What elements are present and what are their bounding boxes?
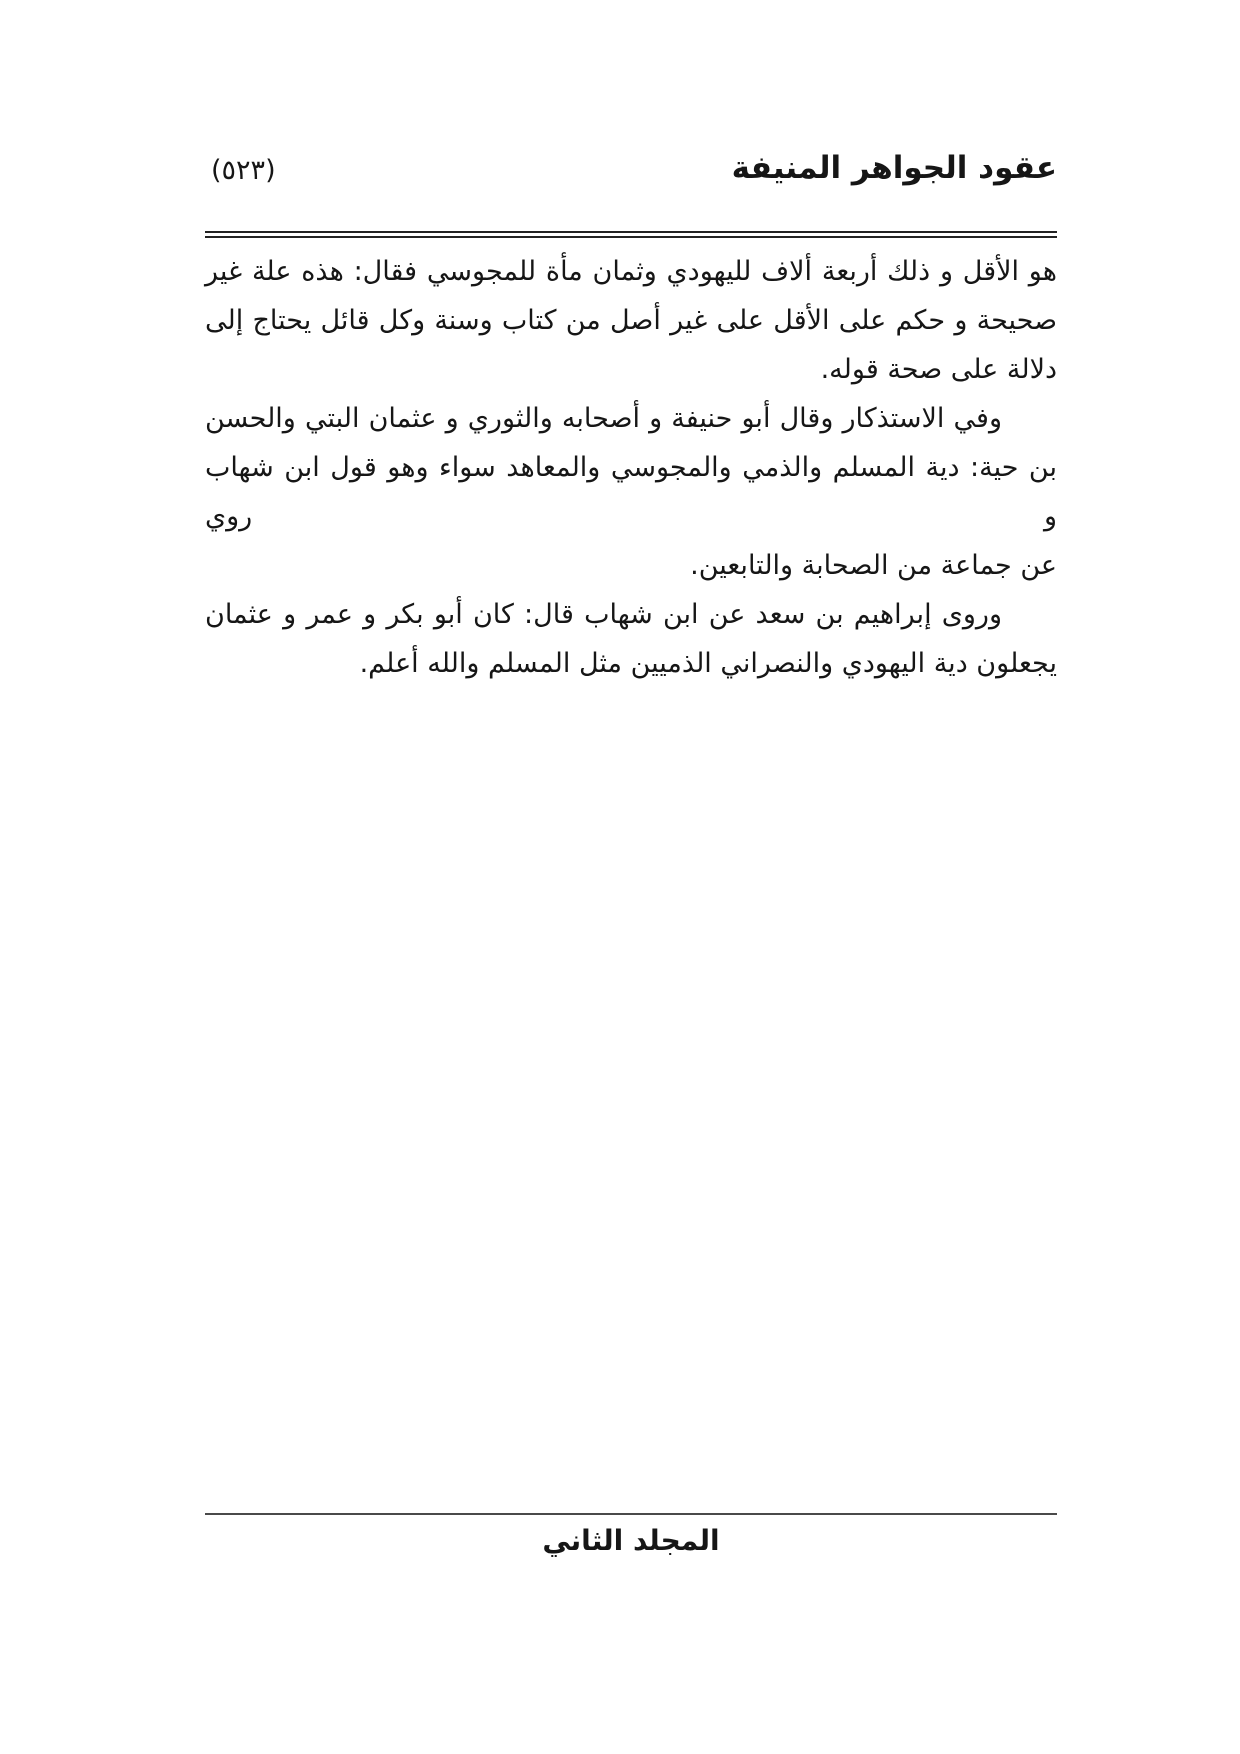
header-double-rule — [205, 231, 1057, 238]
footer-rule — [205, 1513, 1057, 1515]
book-title: عقود الجواهر المنيفة — [731, 150, 1057, 186]
body-line: هو الأقل و ذلك أربعة ألاف لليهودي وثمان مأة للمجوسي فقال: هذه علة غير — [205, 256, 1057, 287]
volume-label: المجلد الثاني — [542, 1524, 720, 1557]
body-line: عن جماعة من الصحابة والتابعين. — [690, 550, 1057, 581]
paragraph-3 — [205, 590, 1057, 688]
body-line: وفي الاستذكار وقال أبو حنيفة و أصحابه والثوري و عثمان البتي والحسن — [205, 403, 1002, 434]
paragraph-2 — [205, 394, 1057, 590]
body-text — [205, 247, 1057, 688]
page-number: (٥٢٣) — [211, 155, 276, 186]
body-line: دلالة على صحة قوله. — [820, 354, 1057, 385]
body-line: بن حية: دية المسلم والذمي والمجوسي والمعاهد سواء وهو قول ابن شهاب و روي — [205, 452, 1057, 532]
body-line: وروى إبراهيم بن سعد عن ابن شهاب قال: كان أبو بكر و عمر و عثمان — [205, 599, 1002, 630]
page-header — [205, 150, 1057, 186]
paragraph-1 — [205, 247, 1057, 394]
body-line: يجعلون دية اليهودي والنصراني الذميين مثل المسلم والله أعلم. — [359, 648, 1057, 679]
body-line: صحيحة و حكم على الأقل على غير أصل من كتاب وسنة وكل قائل يحتاج إلى — [205, 305, 1057, 336]
